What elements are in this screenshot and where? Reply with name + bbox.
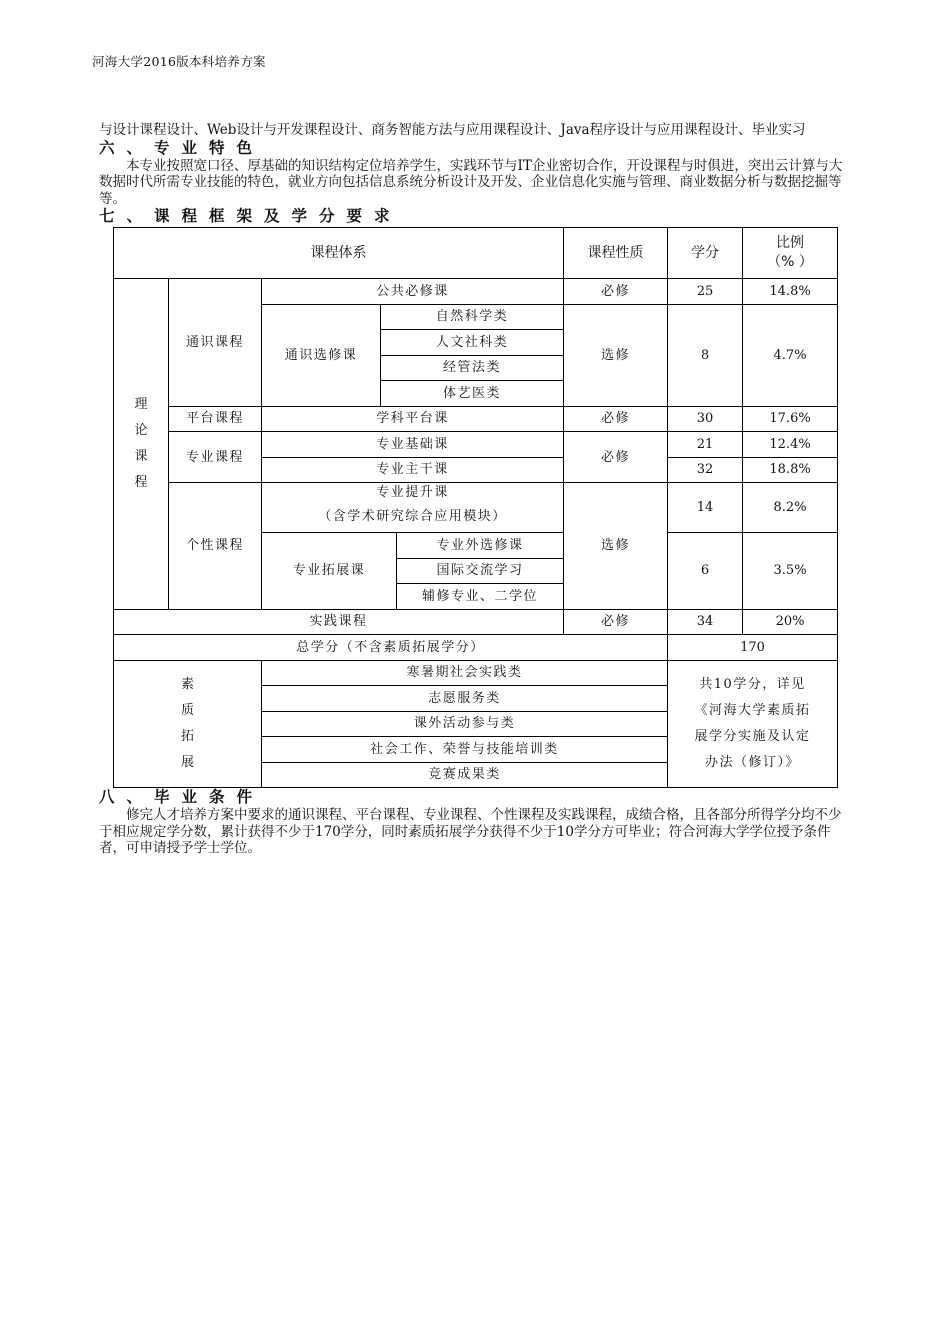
major-nature: 必修: [564, 432, 668, 483]
course-framework-table: [113, 227, 838, 788]
table-row: [114, 279, 838, 305]
quality-note: [668, 660, 838, 788]
section-6-heading: 六、专业特色: [99, 138, 265, 157]
upgrade-line2: （含学术研究综合应用模块）: [318, 509, 507, 524]
quality-item: 课外活动参与类: [262, 711, 668, 737]
platform-label: 平台课程: [169, 406, 262, 432]
expand-credits: 6: [668, 533, 743, 610]
major-core-name: 专业主干课: [262, 457, 564, 483]
practice-credits: 34: [668, 609, 743, 635]
general-elective-credits: 8: [668, 304, 743, 406]
public-required-nature: 必修: [564, 279, 668, 305]
major-basic-name: 专业基础课: [262, 432, 564, 458]
platform-ratio: 17.6%: [743, 406, 838, 432]
practice-nature: 必修: [564, 609, 668, 635]
general-elective-label: 通识选修课: [262, 304, 381, 406]
major-core-credits: 32: [668, 457, 743, 483]
header-course-nature: 课程性质: [564, 228, 668, 279]
header-ratio-line1: 比例: [776, 235, 805, 251]
quality-item: 寒暑期社会实践类: [262, 660, 668, 686]
expand-ratio: 3.5%: [743, 533, 838, 610]
major-label: 专业课程: [169, 432, 262, 483]
table-header-row: [114, 228, 838, 279]
upgrade-course: [262, 483, 564, 533]
platform-nature: 必修: [564, 406, 668, 432]
theory-label: [114, 279, 169, 610]
header-credits: 学分: [668, 228, 743, 279]
public-required-ratio: 14.8%: [743, 279, 838, 305]
intro-continuation: 与设计课程设计、Web设计与开发课程设计、商务智能方法与应用课程设计、Java程序设计与应用课程设计、毕业实习: [99, 122, 806, 138]
header-ratio-line2: （% ）: [767, 254, 813, 270]
document-body: [99, 122, 851, 857]
general-elective-item: 自然科学类: [381, 304, 564, 330]
section-7-heading: 七、课程框架及学分要求: [99, 207, 402, 225]
quality-item: 志愿服务类: [262, 686, 668, 712]
public-required-name: 公共必修课: [262, 279, 564, 305]
quality-note-text: 共10学分，详见《河海大学素质拓展学分实施及认定办法（修订）》: [694, 676, 811, 770]
quality-label: [114, 660, 262, 788]
general-elective-item: 经管法类: [381, 355, 564, 381]
total-value: 170: [668, 635, 838, 661]
platform-credits: 30: [668, 406, 743, 432]
section-6-body: 本专业按照宽口径、厚基础的知识结构定位培养学生，实践环节与IT企业密切合作，开设课程与时俱进，突出云计算与大数据时代所需专业技能的特色，就业方向包括信息系统分析设计及开发、企业信息化实施与管理、商业数据分析与数据挖掘等等。: [99, 157, 843, 207]
public-required-credits: 25: [668, 279, 743, 305]
theory-vertical-text: 理论课程: [134, 396, 148, 490]
header-course-system: 课程体系: [114, 228, 564, 279]
expand-label: 专业拓展课: [262, 533, 397, 610]
table-row: [114, 635, 838, 661]
major-basic-credits: 21: [668, 432, 743, 458]
table-row: [114, 660, 838, 686]
personal-nature: 选修: [564, 483, 668, 610]
major-core-ratio: 18.8%: [743, 457, 838, 483]
upgrade-ratio: 8.2%: [743, 483, 838, 533]
upgrade-credits: 14: [668, 483, 743, 533]
table-row: [114, 406, 838, 432]
general-elective-nature: 选修: [564, 304, 668, 406]
page-header: 河海大学2016版本科培养方案: [92, 54, 266, 69]
general-label: 通识课程: [169, 279, 262, 407]
major-basic-ratio: 12.4%: [743, 432, 838, 458]
quality-item: 竞赛成果类: [262, 762, 668, 788]
upgrade-line1: 专业提升课: [376, 485, 449, 500]
practice-label: 实践课程: [114, 609, 564, 635]
header-ratio: [743, 228, 838, 279]
quality-item: 社会工作、荣誉与技能培训类: [262, 737, 668, 763]
general-elective-ratio: 4.7%: [743, 304, 838, 406]
section-8-body: 修完人才培养方案中要求的通识课程、平台课程、专业课程、个性课程及实践课程，成绩合格，且各部分所得学分均不少于相应规定学分数，累计获得不少于170学分，同时素质拓展学分获得不少于10学分方可毕业；符合河海大学学位授予条件者，可申请授予学士学位。: [99, 807, 842, 856]
total-label: 总学分（不含素质拓展学分）: [114, 635, 668, 661]
personal-label: 个性课程: [169, 483, 262, 610]
section-8-heading: 八、毕业条件: [99, 788, 265, 806]
quality-vertical-text: 素质拓展: [180, 676, 194, 770]
practice-ratio: 20%: [743, 609, 838, 635]
expand-item: 专业外选修课: [397, 533, 564, 559]
expand-item: 辅修专业、二学位: [397, 584, 564, 610]
expand-item: 国际交流学习: [397, 558, 564, 584]
table-row: [114, 609, 838, 635]
general-elective-item: 体艺医类: [381, 381, 564, 407]
table-row: [114, 432, 838, 458]
platform-name: 学科平台课: [262, 406, 564, 432]
general-elective-item: 人文社科类: [381, 330, 564, 356]
